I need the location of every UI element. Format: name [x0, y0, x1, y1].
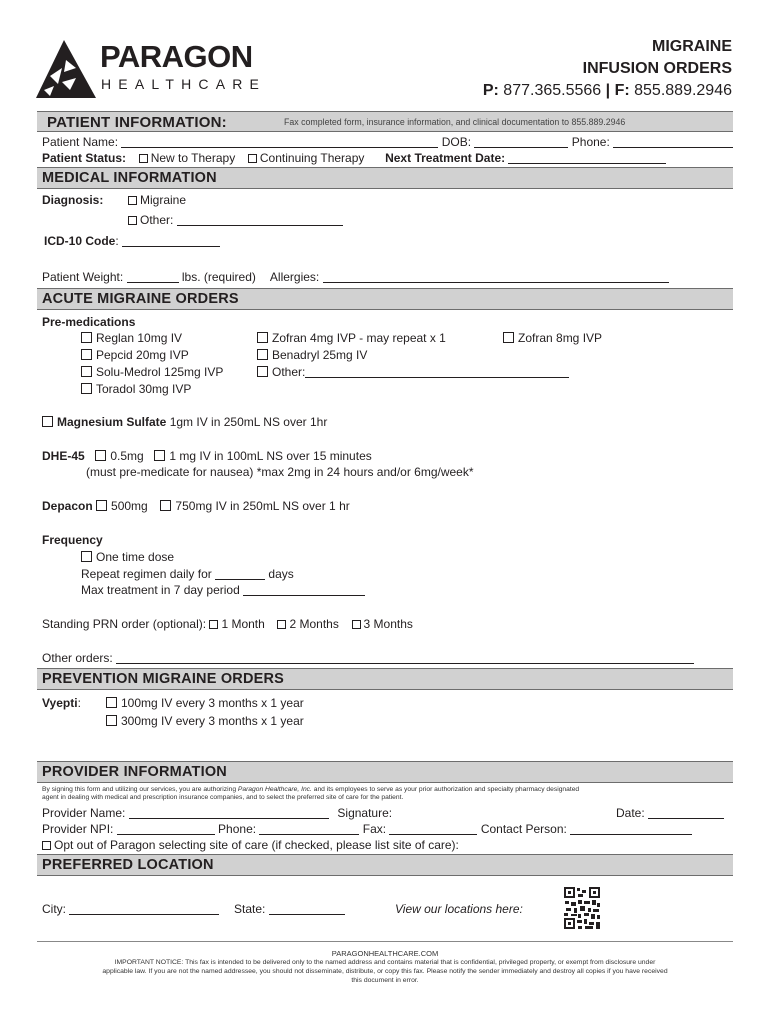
medical-information-bar — [37, 167, 733, 189]
contact-numbers: P: 877.365.5566 | F: 855.889.2946 — [482, 82, 732, 99]
solu-medrol-checkbox[interactable] — [81, 366, 92, 377]
vyepti-label: Vyepti: — [42, 696, 81, 710]
patient-information-bar — [37, 111, 733, 132]
form-title-line1: MIGRAINE — [652, 38, 732, 55]
footer-notice-line3: this document in error. — [351, 977, 419, 984]
other-orders-row: Other orders: — [42, 652, 694, 664]
continuing-therapy-checkbox[interactable] — [248, 154, 257, 163]
one-time-dose-option: One time dose — [81, 551, 174, 563]
repeat-days-field[interactable] — [215, 570, 265, 580]
depacon-row: Depacon 500mg 750mg IV in 250mL NS over 1 hr — [42, 499, 350, 513]
patient-name-field[interactable] — [121, 138, 438, 148]
paragon-logo-mark — [36, 38, 98, 100]
vyepti-100mg-checkbox[interactable] — [106, 697, 117, 708]
provider-npi-field[interactable] — [117, 825, 215, 835]
fax-note: Fax completed form, insurance information, and clinical documentation to 855.889.2946 — [284, 117, 626, 127]
depacon-500mg-checkbox[interactable] — [96, 500, 107, 511]
standing-prn-row: Standing PRN order (optional): 1 Month 2 Months 3 Months — [42, 617, 413, 631]
dhe-row: DHE-45 0.5mg 1 mg IV in 100mL NS over 15 minutes — [42, 449, 372, 463]
diagnosis-migraine-option: Migraine — [128, 194, 186, 206]
medical-information-heading: MEDICAL INFORMATION — [42, 170, 217, 186]
premed-other-checkbox[interactable] — [257, 366, 268, 377]
city-field[interactable] — [69, 905, 219, 915]
zofran-4mg-checkbox[interactable] — [257, 332, 268, 343]
pepcid-checkbox[interactable] — [81, 349, 92, 360]
contact-person-field[interactable] — [570, 825, 692, 835]
prn-1-month-checkbox[interactable] — [209, 620, 218, 629]
one-time-dose-checkbox[interactable] — [81, 551, 92, 562]
other-orders-field[interactable] — [116, 654, 694, 664]
vyepti-100mg-option: 100mg IV every 3 months x 1 year — [106, 697, 304, 709]
provider-npi-row: Provider NPI: Phone: Fax: Contact Person: — [42, 823, 692, 835]
patient-weight-field[interactable] — [127, 273, 179, 283]
weight-allergies-row: Patient Weight: lbs. (required) Allergies: — [42, 271, 669, 283]
provider-date-row: Date: — [616, 807, 724, 819]
logo-name: PARAGON — [100, 39, 253, 74]
frequency-label: Frequency — [42, 533, 103, 547]
dhe-1mg-checkbox[interactable] — [154, 450, 165, 461]
opt-out-row: Opt out of Paragon selecting site of care (if checked, please list site of care): — [42, 839, 459, 851]
max-treatment-field[interactable] — [243, 586, 365, 596]
premedications-label: Pre-medications — [42, 315, 136, 329]
state-field[interactable] — [269, 905, 345, 915]
preferred-location-heading: PREFERRED LOCATION — [42, 857, 214, 873]
provider-fax-field[interactable] — [389, 825, 477, 835]
premed-zofran-8mg: Zofran 8mg IVP — [503, 332, 602, 344]
footer-notice-line1: IMPORTANT NOTICE: This fax is intended to be delivered only to the named address and contains material that is confidential, privileged property, or exempt from disclosure under — [114, 959, 656, 966]
footer-divider — [37, 941, 733, 942]
zofran-8mg-checkbox[interactable] — [503, 332, 514, 343]
magnesium-sulfate-checkbox[interactable] — [42, 416, 53, 427]
opt-out-checkbox[interactable] — [42, 841, 51, 850]
provider-name-row: Provider Name: Signature: — [42, 806, 393, 820]
max-treatment-row: Max treatment in 7 day period — [81, 584, 365, 596]
premed-toradol: Toradol 30mg IVP — [81, 383, 191, 395]
migraine-checkbox[interactable] — [128, 196, 137, 205]
prevention-orders-heading: PREVENTION MIGRAINE ORDERS — [42, 671, 285, 687]
premed-pepcid: Pepcid 20mg IVP — [81, 349, 189, 361]
repeat-regimen-row: Repeat regimen daily for days — [81, 567, 294, 581]
icd-row: ICD-10 Code: — [44, 235, 220, 247]
provider-information-bar — [37, 761, 733, 783]
depacon-750mg-checkbox[interactable] — [160, 500, 171, 511]
diagnosis-other-field[interactable] — [177, 216, 343, 226]
prn-3-months-checkbox[interactable] — [352, 620, 361, 629]
benadryl-checkbox[interactable] — [257, 349, 268, 360]
provider-date-field[interactable] — [648, 809, 724, 819]
patient-status-row: Patient Status: New to Therapy Continuing Therapy Next Treatment Date: — [42, 152, 666, 164]
premed-other: Other: — [257, 366, 569, 378]
form-title-line2: INFUSION ORDERS — [582, 60, 732, 77]
toradol-checkbox[interactable] — [81, 383, 92, 394]
provider-disclaimer-line1: By signing this form and utilizing our services, you are authorizing Paragon Healthcare, Inc. and its employees to serve as your prior authorization and specialty pharmacy designated — [42, 786, 580, 793]
premed-zofran-4mg: Zofran 4mg IVP - may repeat x 1 — [257, 332, 446, 344]
dhe-note: (must pre-medicate for nausea) *max 2mg in 24 hours and/or 6mg/week* — [86, 465, 474, 479]
provider-information-heading: PROVIDER INFORMATION — [42, 764, 227, 780]
logo-sub: HEALTHCARE — [101, 76, 267, 92]
next-treatment-date-field[interactable] — [508, 154, 666, 164]
diagnosis-label: Diagnosis: — [42, 193, 104, 207]
footer-notice-line2: applicable law. If you are not the named addressee, you should not disseminate, distribute, or copy this fax. Please notify the sender immediately and destroy all copies if you have received — [102, 968, 668, 975]
vyepti-300mg-option: 300mg IV every 3 months x 1 year — [106, 715, 304, 727]
provider-name-field[interactable] — [129, 809, 329, 819]
prevention-orders-bar — [37, 668, 733, 690]
diagnosis-other-option: Other: — [128, 214, 343, 226]
provider-phone-field[interactable] — [259, 825, 359, 835]
footer-website[interactable]: PARAGONHEALTHCARE.COM — [331, 949, 439, 958]
new-to-therapy-checkbox[interactable] — [139, 154, 148, 163]
provider-disclaimer-line2: agent in dealing with medical and prescription insurance companies, and to select the preferred site of care for the patient. — [42, 794, 404, 801]
patient-name-row: Patient Name: DOB: Phone: — [42, 136, 733, 148]
qr-code-icon[interactable] — [563, 886, 601, 930]
premed-solu-medrol: Solu-Medrol 125mg IVP — [81, 366, 223, 378]
acute-orders-heading: ACUTE MIGRAINE ORDERS — [42, 291, 239, 307]
premed-other-field[interactable] — [305, 368, 569, 378]
allergies-field[interactable] — [323, 273, 669, 283]
vyepti-300mg-checkbox[interactable] — [106, 715, 117, 726]
dob-field[interactable] — [474, 138, 568, 148]
magnesium-sulfate-option: Magnesium Sulfate 1gm IV in 250mL NS over 1hr — [42, 416, 327, 428]
diagnosis-other-checkbox[interactable] — [128, 216, 137, 225]
premed-reglan: Reglan 10mg IV — [81, 332, 182, 344]
city-state-row: City: State: — [42, 903, 345, 915]
preferred-location-bar — [37, 854, 733, 876]
premed-benadryl: Benadryl 25mg IV — [257, 349, 367, 361]
icd-10-field[interactable] — [122, 237, 220, 247]
reglan-checkbox[interactable] — [81, 332, 92, 343]
prn-2-months-checkbox[interactable] — [277, 620, 286, 629]
view-locations-text: View our locations here: — [395, 902, 523, 916]
acute-orders-bar — [37, 288, 733, 310]
dhe-0-5mg-checkbox[interactable] — [95, 450, 106, 461]
patient-information-heading: PATIENT INFORMATION: — [47, 114, 227, 131]
patient-phone-field[interactable] — [613, 138, 733, 148]
